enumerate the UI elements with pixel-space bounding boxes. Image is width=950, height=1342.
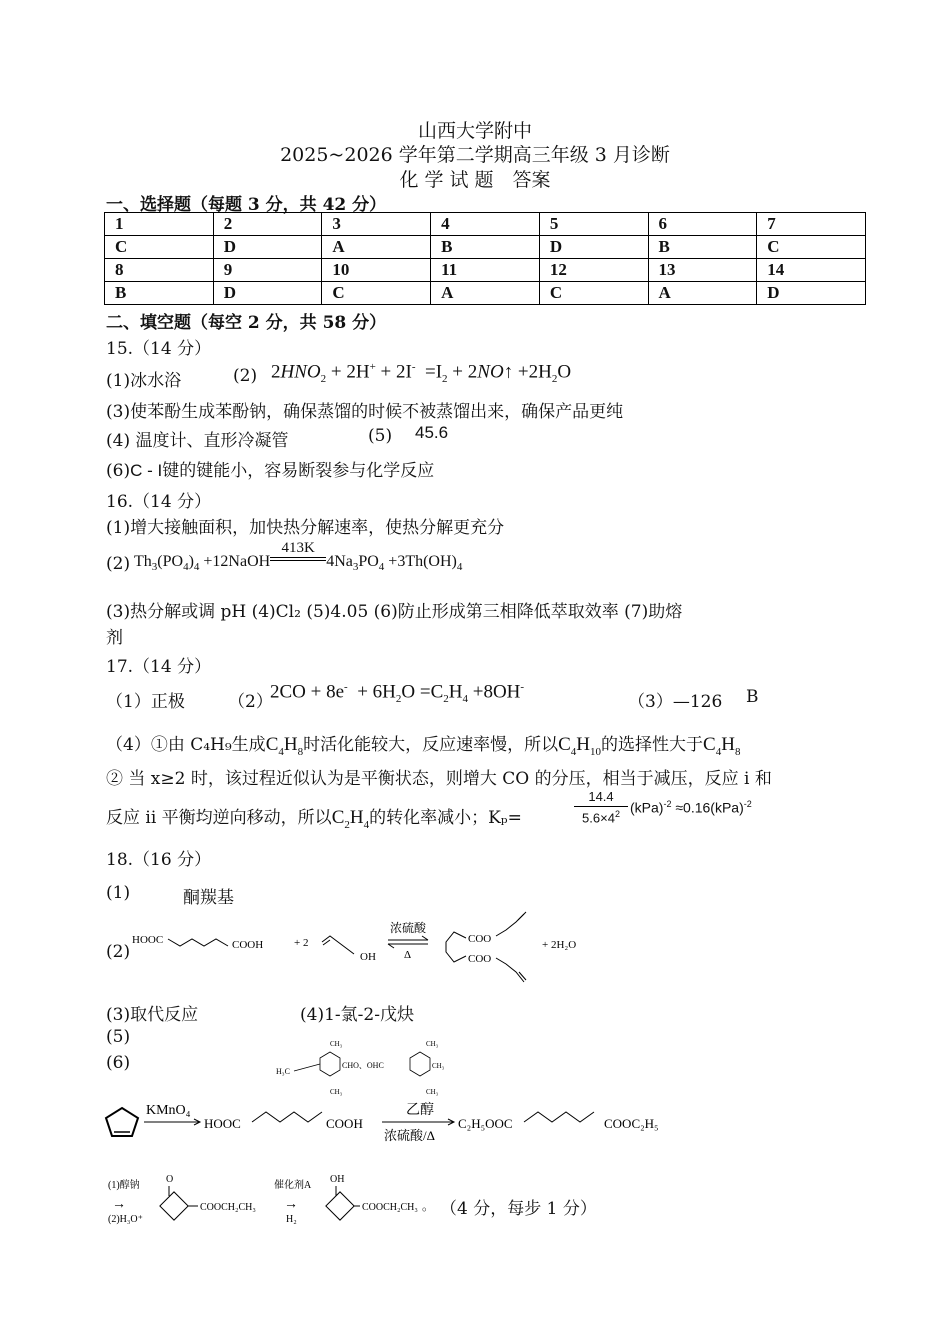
section1-heading: 一、选择题（每题 3 分，共 42 分） (106, 195, 387, 215)
kmno4-label: KMnO₄ (146, 1103, 191, 1118)
table-cell: 1 (105, 213, 214, 236)
q18-answer-6: (6) (106, 1053, 131, 1073)
q16-answer-2-label: (2) (106, 554, 131, 574)
q17-4-tail: 的选择性大于 (601, 735, 704, 755)
q16-answer-3: (3)热分解或调 pH (4)Cl₂ (5)4.05 (6)防止形成第三相降低萃取效率 (7)助熔 (106, 602, 683, 622)
hydronium: (2)H₃O⁺ (108, 1214, 143, 1225)
q16-condition: 413K (281, 540, 315, 556)
table-cell: D (757, 282, 866, 305)
q17-4-prefix: （4）①由 C₄H₉生成 (106, 735, 266, 755)
q15-answer-1: (1)冰水浴 (106, 371, 182, 391)
q18-answer-3: (3)取代反应 (106, 1005, 199, 1025)
q15-answer-5-value: 45.6 (415, 423, 449, 442)
sodium-alkoxide: (1)醇钠 (108, 1180, 140, 1191)
ester-group-2: COOCH₂CH₃ (362, 1202, 418, 1213)
table-cell: B (105, 282, 214, 305)
q15-answer-6 (106, 456, 434, 481)
table-row (105, 213, 866, 236)
q17-answer-2-label: （2） (228, 692, 273, 712)
q17-heading: 17.（14 分） (106, 657, 212, 677)
table-cell: D (213, 236, 322, 259)
adipic-left-label: HOOC (132, 934, 164, 946)
catalyst-a: 催化剂A (274, 1180, 312, 1191)
kp-denominator: 5.6×4 (582, 810, 615, 826)
ketone-o: O (166, 1174, 174, 1185)
plus-two: + 2 (294, 937, 309, 949)
table-cell: D (213, 282, 322, 305)
table-row (105, 236, 866, 259)
kp-unit-2: (kPa) (710, 799, 744, 816)
synthesis-route-2 (104, 1170, 444, 1236)
kp-numerator: 14.4 (574, 789, 628, 807)
q15-answer-2-label: (2) (233, 366, 258, 386)
table-cell: C (539, 282, 648, 305)
q18-answer-2-label: (2) (106, 942, 131, 962)
cyclobutanone-ring (160, 1192, 188, 1220)
svg-text:CH₃: CH₃ (426, 1040, 439, 1048)
table-cell: C (322, 282, 431, 305)
ester-bottom: COO (468, 953, 492, 965)
table-cell: A (648, 282, 757, 305)
table-cell: 6 (648, 213, 757, 236)
q18-heading: 18.（16 分） (106, 850, 212, 870)
table-cell: 10 (322, 259, 431, 282)
svg-text:→: → (284, 1197, 298, 1212)
allyl-oh: OH (360, 951, 376, 963)
adipic-right-label: COOH (232, 939, 264, 951)
svg-text:CHO、OHC: CHO、OHC (342, 1061, 384, 1070)
answer-table (104, 212, 866, 305)
table-cell: 8 (105, 259, 214, 282)
q17-equation: $2CO + 8e^- + 6H_2O =C_2H_4 +8OH^-$ (270, 681, 525, 706)
q16-answer-1: (1)增大接触面积，加快热分解速率，使热分解更充分 (106, 518, 505, 538)
q18-score-note: （4 分，每步 1 分） (440, 1199, 597, 1219)
ester-group-1: COOCH₂CH₃ (200, 1202, 256, 1213)
table-cell: 7 (757, 213, 866, 236)
table-cell: C (757, 236, 866, 259)
q15-equation: $2HNO_2 + 2H^+ + 2I^- =I_2$ + 2NO↑ $+2H_2O$ (271, 361, 572, 386)
cyclobutanol-ring (326, 1192, 354, 1220)
table-cell: B (431, 236, 540, 259)
diester-right: COOC₂H₅ (604, 1116, 659, 1131)
q17-4-line3a: 反应 ii 平衡均逆向移动，所以 (106, 808, 332, 828)
q17-answer-4-line1: （4）①由 C₄H₉生成$C_4H_8$时活化能较大，反应速率慢，所以$C_4H_{10}$的选择性大于$C_4H_8$ (106, 734, 741, 758)
ethanol-label: 乙醇 (406, 1103, 434, 1118)
svg-text:CH₃: CH₃ (330, 1040, 343, 1048)
table-cell: 13 (648, 259, 757, 282)
answer-title: 化 学 试 题 答案 (399, 169, 551, 191)
table-cell: 9 (213, 259, 322, 282)
q15-answer-5-label: (5) (368, 426, 393, 446)
svg-text:H₃C: H₃C (276, 1067, 290, 1076)
table-cell: A (322, 236, 431, 259)
q17-answer-1: （1）正极 (106, 692, 185, 712)
exam-term: 2025~2026 学年第二学期高三年级 3 月诊断 (280, 144, 670, 166)
water: + 2H₂O (542, 939, 577, 951)
table-cell: 2 (213, 213, 322, 236)
q18-answer-1-label: (1) (106, 883, 131, 903)
adipic-acid-left: HOOC (204, 1116, 241, 1131)
diester-left: C₂H₅OOC (458, 1116, 513, 1131)
q15-bond: C - I (130, 461, 163, 480)
allyl-alcohol (322, 936, 354, 954)
table-cell: 14 (757, 259, 866, 282)
kp-unit-1: (kPa) (630, 799, 664, 816)
product-backbone (446, 932, 466, 962)
q15-heading: 15.（14 分） (106, 339, 212, 359)
adipic-acid-right: COOH (326, 1116, 363, 1131)
table-cell: 4 (431, 213, 540, 236)
table-cell: B (648, 236, 757, 259)
svg-text:CH₃: CH₃ (426, 1088, 439, 1096)
kp-result: (kPa)$^{-2}$ ≈0.16(kPa)$^{-2}$ (630, 799, 752, 816)
q17-answer-3: （3）—126 (628, 692, 723, 712)
q17-4-line3b: 的转化率减小；Kₚ= (369, 808, 522, 828)
dialdehyde-structure (270, 1036, 470, 1102)
table-row (105, 259, 866, 282)
q15-answer-4: (4) 温度计、直形冷凝管 (106, 431, 289, 451)
end-mark: 。 (422, 1199, 435, 1213)
ester-top: COO (468, 933, 492, 945)
table-cell: 5 (539, 213, 648, 236)
section2-heading: 二、填空题（每空 2 分，共 58 分） (106, 313, 387, 333)
kp-approx: ≈0.16 (675, 799, 711, 816)
q17-4-mid: 时活化能较大，反应速率慢，所以 (303, 735, 559, 755)
table-row (105, 282, 866, 305)
q18-answer-4: (4)1-氯-2-戊炔 (300, 1005, 414, 1025)
q15-answer-6-text: 键的键能小，容易断裂参与化学反应 (162, 461, 435, 481)
q17-answer-4-line2: ② 当 x≥2 时，该过程近似认为是平衡状态，则增大 CO 的分压，相当于减压，反应 i 和 (106, 769, 772, 789)
table-cell: 3 (322, 213, 431, 236)
table-cell: A (431, 282, 540, 305)
adipic-chain (168, 939, 228, 946)
acid-heat-label: 浓硫酸/Δ (384, 1128, 435, 1143)
kp-fraction: 14.4 $5.6\times 4^2$ (574, 789, 628, 825)
svg-text:→: → (112, 1197, 126, 1212)
q17-answer-4-line3: 反应 ii 平衡均逆向移动，所以$C_2H_4$的转化率减小；Kₚ= (106, 807, 522, 831)
q16-answer-3-cont: 剂 (106, 628, 123, 648)
q18-answer-5: (5) (106, 1027, 131, 1047)
table-cell: 12 (539, 259, 648, 282)
q15-answer-3: (3)使苯酚生成苯酚钠，确保蒸馏的时候不被蒸馏出来，确保产品更纯 (106, 402, 624, 422)
synthesis-route-1 (100, 1096, 680, 1146)
q17-answer-3-choice: B (746, 687, 759, 707)
heat-delta: Δ (404, 949, 412, 961)
table-cell: C (105, 236, 214, 259)
school-name: 山西大学附中 (417, 120, 532, 142)
hydrogen: H₂ (286, 1214, 297, 1225)
q18-answer-1: 酮羰基 (183, 888, 234, 908)
q16-equation: $Th_3(PO_4)_4$ +12NaOH 413K $4Na_3PO_4 +3Th(OH)_4$ (134, 540, 463, 574)
svg-text:CH₃: CH₃ (432, 1062, 445, 1070)
hydroxyl: OH (330, 1174, 345, 1185)
q16-heading: 16.（14 分） (106, 492, 212, 512)
table-cell: 11 (431, 259, 540, 282)
q15-answer-6-prefix: (6) (106, 461, 131, 481)
esterification-scheme (128, 902, 598, 994)
conc-h2so4: 浓硫酸 (390, 921, 427, 935)
svg-text:CH₃: CH₃ (330, 1088, 343, 1096)
table-cell: D (539, 236, 648, 259)
